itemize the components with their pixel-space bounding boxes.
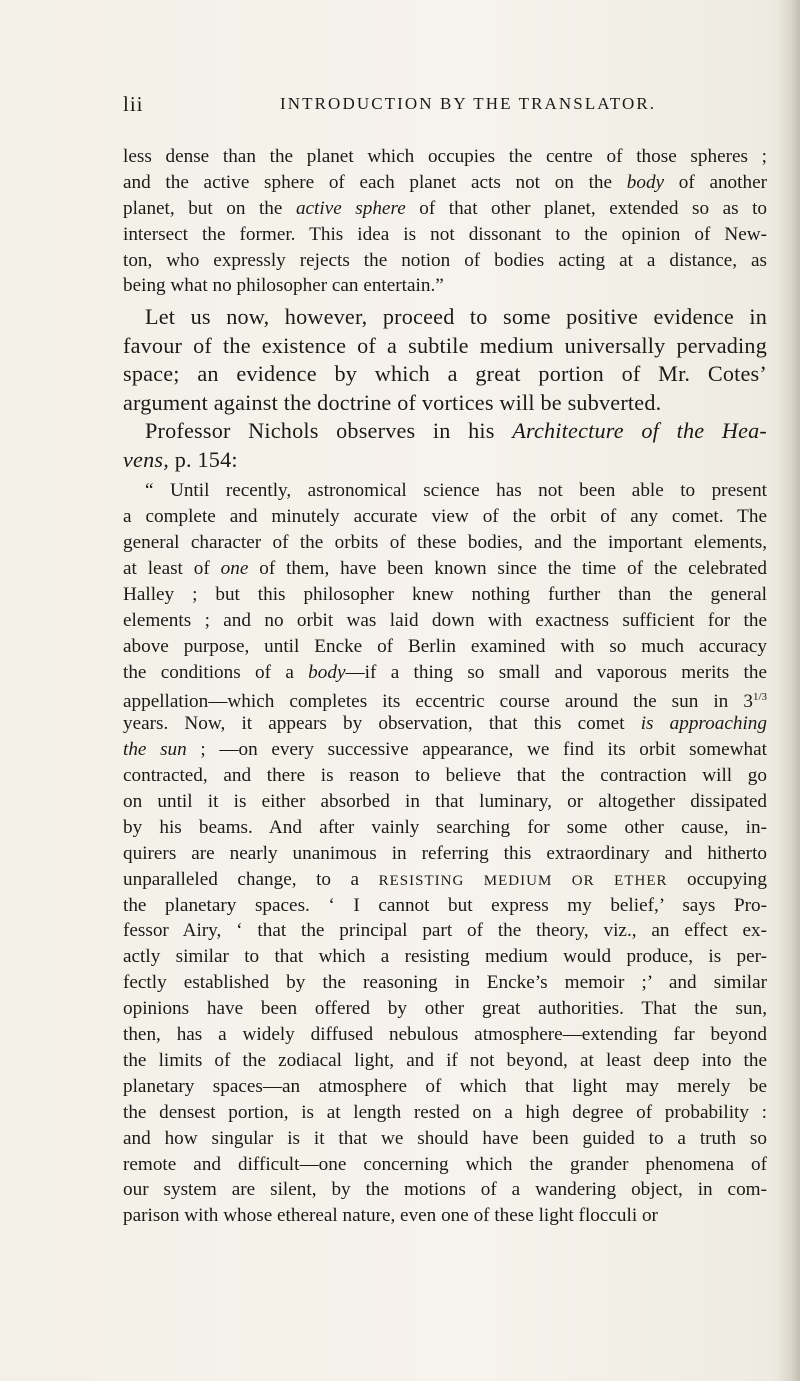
text-run: Professor Nichols observes in his: [145, 418, 513, 444]
text-run: general character of the orbits of these bodies, and the important elements,: [123, 532, 767, 554]
text-line: [123, 389, 767, 418]
text-line: [123, 918, 767, 944]
fraction: 1/3: [752, 691, 767, 704]
text-run: then, has a widely diffused nebulous atmosphere—extending far beyond: [123, 1024, 767, 1046]
text-run: opinions have been offered by other great authorities. That the sun,: [123, 998, 767, 1020]
text-run: unparalleled change, to a: [123, 868, 379, 890]
text-run: Halley ; but this philosopher knew nothing further than the general: [123, 583, 767, 605]
text-run: the planetary spaces. ‘ I cannot but express my belief,’ says Pro-: [123, 894, 767, 916]
text-run: our system are silent, by the motions of a wandering object, in com-: [123, 1179, 767, 1201]
italic-run: Architecture of the Hea-: [512, 418, 768, 444]
text-run: elements ; and no orbit was laid down with exactness sufficient for the: [123, 609, 767, 631]
running-head: [123, 92, 767, 122]
text-run: intersect the former. This idea is not dissonant to the opinion of New-: [123, 223, 767, 245]
text-line: [123, 867, 767, 893]
text-line: [123, 1126, 767, 1152]
text-run: and how singular is it that we should have been guided to a truth so: [123, 1127, 767, 1149]
text-run: by his beams. And after vainly searching for some other cause, in-: [123, 816, 767, 838]
text-line: [123, 1152, 767, 1178]
text-line: [123, 1100, 767, 1126]
text-line: [123, 504, 767, 530]
text-run: at least of: [123, 558, 221, 580]
text-line: [123, 685, 767, 711]
small-caps-run: RESISTING MEDIUM OR ETHER: [378, 872, 668, 889]
text-line: [123, 332, 767, 361]
text-run: of another: [664, 171, 767, 193]
italic-run: the sun: [123, 739, 187, 761]
italic-run: is approaching: [640, 713, 767, 735]
text-run: occupying: [667, 868, 767, 890]
text-run: space; an evidence by which a great portion of Mr. Cotes’: [123, 361, 767, 387]
text-line: [123, 763, 767, 789]
text-run: the limits of the zodiacal light, and if not beyond, at least deep into the: [123, 1049, 767, 1071]
text-run: contracted, and there is reason to believe that the contraction will go: [123, 765, 767, 787]
text-line: [123, 556, 767, 582]
text-run: a complete and minutely accurate view of the orbit of any comet. The: [123, 506, 767, 528]
text-run: —if a thing so small and vaporous merits the: [345, 661, 767, 683]
text-line: [123, 360, 767, 389]
text-run: Let us now, however, proceed to some positive evidence in: [145, 304, 767, 330]
page-number: lii: [123, 92, 144, 116]
text-line: [123, 841, 767, 867]
text-run: ; —on every successive appearance, we find its orbit somewhat: [186, 739, 767, 761]
italic-run: vens,: [123, 446, 169, 472]
text-run: planet, but on the: [123, 197, 296, 219]
body-text: [123, 144, 767, 1229]
text-line: [123, 144, 767, 170]
text-line: [123, 478, 767, 504]
text-line: [123, 660, 767, 686]
text-run: above purpose, until Encke of Berlin examined with so much accuracy: [123, 635, 767, 657]
text-line: [123, 1048, 767, 1074]
text-run: appellation—which completes its eccentric course around the sun in 3: [123, 691, 753, 713]
text-line: [123, 634, 767, 660]
text-line: [123, 446, 767, 475]
text-line: [123, 711, 767, 737]
text-run: ton, who expressly rejects the notion of bodies acting at a distance, as: [123, 249, 767, 271]
italic-run: one: [220, 558, 249, 580]
text-line: [123, 1203, 767, 1229]
text-run: quirers are nearly unanimous in referring this extraordinary and hitherto: [123, 842, 767, 864]
text-line: [123, 1074, 767, 1100]
text-line: [123, 789, 767, 815]
text-run: parison with whose ethereal nature, even one of these light flocculi or: [123, 1205, 658, 1227]
text-run: on until it is either absorbed in that luminary, or altogether dissipated: [123, 791, 767, 813]
text-line: [123, 996, 767, 1022]
text-run: fectly established by the reasoning in Encke’s memoir ;’ and similar: [123, 972, 767, 994]
text-run: “ Until recently, astronomical science has not been able to present: [145, 480, 767, 502]
text-line: [123, 273, 767, 299]
text-run: actly similar to that which a resisting medium would produce, is per-: [123, 946, 767, 968]
text-run: years. Now, it appears by observation, that this comet: [123, 713, 641, 735]
text-run: argument against the doctrine of vortices will be subverted.: [123, 389, 662, 415]
text-run: favour of the existence of a subtile medium universally pervading: [123, 332, 767, 358]
text-line: [123, 893, 767, 919]
text-run: p. 154:: [168, 446, 238, 472]
text-line: [123, 417, 767, 446]
text-line: [123, 582, 767, 608]
text-line: [123, 222, 767, 248]
text-run: being what no philosopher can entertain.”: [123, 275, 444, 297]
text-run: less dense than the planet which occupies the centre of those spheres ;: [123, 146, 767, 167]
text-line: [123, 196, 767, 222]
text-line: [123, 1022, 767, 1048]
text-line: [123, 970, 767, 996]
page-edge-shadow: [778, 0, 800, 1381]
text-line: [123, 1177, 767, 1203]
text-line: [123, 815, 767, 841]
text-line: [123, 170, 767, 196]
text-run: and the active sphere of each planet acts not on the: [123, 171, 627, 193]
text-line: [123, 737, 767, 763]
text-line: [123, 944, 767, 970]
text-line: [123, 608, 767, 634]
text-run: the conditions of a: [123, 661, 309, 683]
text-run: of them, have been known since the time of the celebrated: [248, 558, 767, 580]
text-run: the densest portion, is at length rested on a high degree of probability :: [123, 1101, 767, 1123]
text-line: [123, 248, 767, 274]
italic-run: body: [626, 171, 665, 193]
text-line: [123, 303, 767, 332]
text-line: [123, 530, 767, 556]
text-run: planetary spaces—an atmosphere of which that light may merely be: [123, 1075, 767, 1097]
text-run: of that other planet, extended so as to: [405, 197, 768, 219]
italic-run: body: [308, 661, 346, 683]
text-run: fessor Airy, ‘ that the principal part of the theory, viz., an effect ex-: [123, 920, 767, 942]
running-title: INTRODUCTION BY THE TRANSLATOR.: [280, 94, 657, 113]
text-run: remote and difficult—one concerning which the grander phenomena of: [123, 1153, 767, 1175]
italic-run: active sphere: [295, 197, 406, 219]
